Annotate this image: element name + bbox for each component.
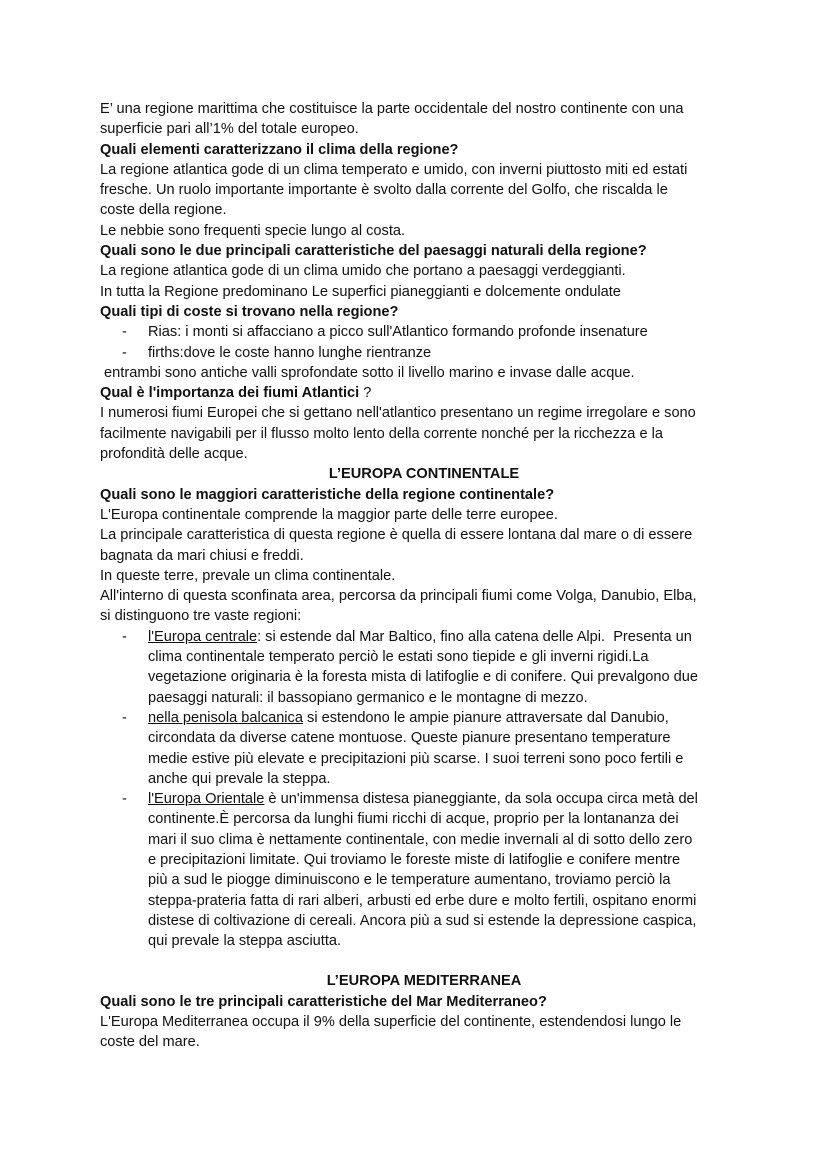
text-line: bagnata da mari chiusi e freddi. bbox=[100, 547, 304, 564]
heading-mediterranean-europe: L’EUROPA MEDITERRANEA bbox=[326, 973, 522, 990]
text-line: : si estende dal Mar Baltico, fino alla catena delle Alpi. Presenta un bbox=[257, 628, 692, 645]
mediterranean-paragraph bbox=[100, 1012, 748, 1053]
regions-list bbox=[100, 627, 748, 952]
rivers-paragraph bbox=[100, 403, 748, 464]
text-line: L'Europa continentale comprende la maggior parte delle terre europee. bbox=[100, 506, 558, 523]
text-line: La regione atlantica gode di un clima umido che portano a paesaggi verdeggianti. bbox=[100, 263, 626, 280]
text-line: In queste terre, prevale un clima continentale. bbox=[100, 567, 396, 584]
text-line: facilmente navigabili per il flusso molto lento della corrente nonché per la ricchezza e la bbox=[100, 425, 663, 442]
continental-paragraph bbox=[100, 505, 748, 627]
text-line: E’ una regione marittima che costituisce la parte occidentale del nostro continente con una bbox=[100, 101, 684, 117]
region-name: nella penisola balcanica bbox=[148, 709, 303, 726]
climate-paragraph bbox=[100, 160, 748, 241]
region-name: l'Europa centrale bbox=[148, 628, 258, 645]
landscapes-paragraph bbox=[100, 261, 748, 302]
dash-bullet: - bbox=[122, 324, 127, 341]
text-line: si distinguono tre vaste regioni: bbox=[100, 608, 302, 625]
question-continental: Quali sono le maggiori caratteristiche della regione continentale? bbox=[100, 486, 555, 503]
text-line: Le nebbie sono frequenti specie lungo al costa. bbox=[100, 222, 406, 239]
text-line: paesaggi naturali: il bassopiano germanico e le montagne di mezzo. bbox=[148, 689, 588, 706]
text-line: coste del mare. bbox=[100, 1034, 200, 1051]
list-item-text bbox=[148, 789, 748, 951]
text-line: I numerosi fiumi Europei che si gettano nell'atlantico presentano un regime irregolare e sono bbox=[100, 405, 696, 422]
text-line: La principale caratteristica di questa regione è quella di essere lontana dal mare o di essere bbox=[100, 527, 693, 544]
question-landscapes: Quali sono le due principali caratteristiche del paesaggi naturali della regione? bbox=[100, 243, 647, 260]
question-rivers bbox=[100, 383, 748, 403]
dash-bullet: - bbox=[122, 344, 127, 361]
list-item-eastern-europe bbox=[100, 789, 748, 951]
list-item-text bbox=[148, 627, 748, 708]
text-line: continente.È percorsa da lunghi fiumi ricchi di acque, proprio per la lontananza dei bbox=[148, 811, 679, 828]
list-item-balkan-peninsula bbox=[100, 708, 748, 789]
text-line: si estendono le ampie pianure attraversate dal Danubio, bbox=[302, 709, 669, 726]
list-item-text: Rias: i monti si affacciano a picco sull'Atlantico formando profonde insenature bbox=[148, 324, 648, 341]
text-line: qui prevale la steppa asciutta. bbox=[148, 933, 342, 950]
intro-paragraph bbox=[100, 99, 748, 140]
dash-bullet: - bbox=[122, 628, 127, 645]
region-name: l'Europa Orientale bbox=[148, 791, 265, 808]
text-line: mari il suo clima è nettamente continentale, con medie invernali al di sotto dello zero bbox=[148, 831, 693, 848]
question-rivers-mark: ? bbox=[359, 385, 372, 402]
text-line: più a sud le piogge diminuiscono e le temperature aumentano, troviamo perciò la bbox=[148, 872, 671, 889]
list-item bbox=[100, 343, 748, 363]
spacer bbox=[100, 951, 748, 971]
text-line: medie estive più elevate e precipitazioni più scarse. I suoi terreni sono poco fertili e bbox=[148, 750, 684, 767]
text-line: All'interno di questa sconfinata area, percorsa da principali fiumi come Volga, Danubio, Elba, bbox=[100, 588, 697, 605]
text-line: coste della regione. bbox=[100, 202, 227, 219]
coast-list bbox=[100, 322, 748, 363]
text-line: vegetazione originaria è la foresta mista di latifoglie e di conifere. Qui prevalgono due bbox=[148, 669, 699, 686]
question-rivers-text: Qual è l'importanza dei fiumi Atlantici bbox=[100, 385, 360, 402]
text-line: anche qui prevale la steppa. bbox=[148, 770, 331, 787]
text-line: fresche. Un ruolo importante importante è svolto dalla corrente del Golfo, che riscalda le bbox=[100, 182, 668, 199]
text-line: circondata da diverse catene montuose. Queste pianure presentano temperature bbox=[148, 730, 671, 747]
list-item-central-europe bbox=[100, 627, 748, 708]
coasts-note: entrambi sono antiche valli sprofondate sotto il livello marino e invase dalle acque. bbox=[100, 364, 635, 381]
text-line: steppa-prateria fatta di rari alberi, arbusti ed erbe dure e molto fertili, ospitano enormi bbox=[148, 892, 697, 909]
text-line: L'Europa Mediterranea occupa il 9% della superficie del continente, estendendosi lungo le bbox=[100, 1014, 682, 1031]
text-line: In tutta la Regione predominano Le superfici pianeggianti e dolcemente ondulate bbox=[100, 283, 621, 300]
text-line: profondità delle acque. bbox=[100, 446, 248, 463]
question-coasts: Quali tipi di coste si trovano nella regione? bbox=[100, 303, 399, 320]
list-item-text bbox=[148, 708, 748, 789]
question-climate: Quali elementi caratterizzano il clima della regione? bbox=[100, 141, 459, 158]
question-mediterranean: Quali sono le tre principali caratteristiche del Mar Mediterraneo? bbox=[100, 993, 547, 1010]
list-item bbox=[100, 322, 748, 342]
text-line: e precipitazioni limitate. Qui troviamo le foreste miste di latifoglie e conifere mentre bbox=[148, 851, 681, 868]
text-line: clima continentale temperato perciò le estati sono tiepide e gli inverni rigidi.La bbox=[148, 649, 649, 666]
text-line: La regione atlantica gode di un clima temperato e umido, con inverni piuttosto miti ed estati bbox=[100, 161, 688, 178]
text-line: distese di coltivazione di cereali. Ancora più a sud si estende la depressione caspica, bbox=[148, 912, 697, 929]
list-item-text: firths:dove le coste hanno lunghe rientranze bbox=[148, 344, 432, 361]
dash-bullet: - bbox=[122, 709, 127, 726]
text-line: superficie pari all’1% del totale europeo. bbox=[100, 121, 359, 138]
heading-continental-europe: L’EUROPA CONTINENTALE bbox=[328, 466, 520, 483]
dash-bullet: - bbox=[122, 791, 127, 808]
text-line: è un'immensa distesa pianeggiante, da sola occupa circa metà del bbox=[264, 791, 698, 808]
